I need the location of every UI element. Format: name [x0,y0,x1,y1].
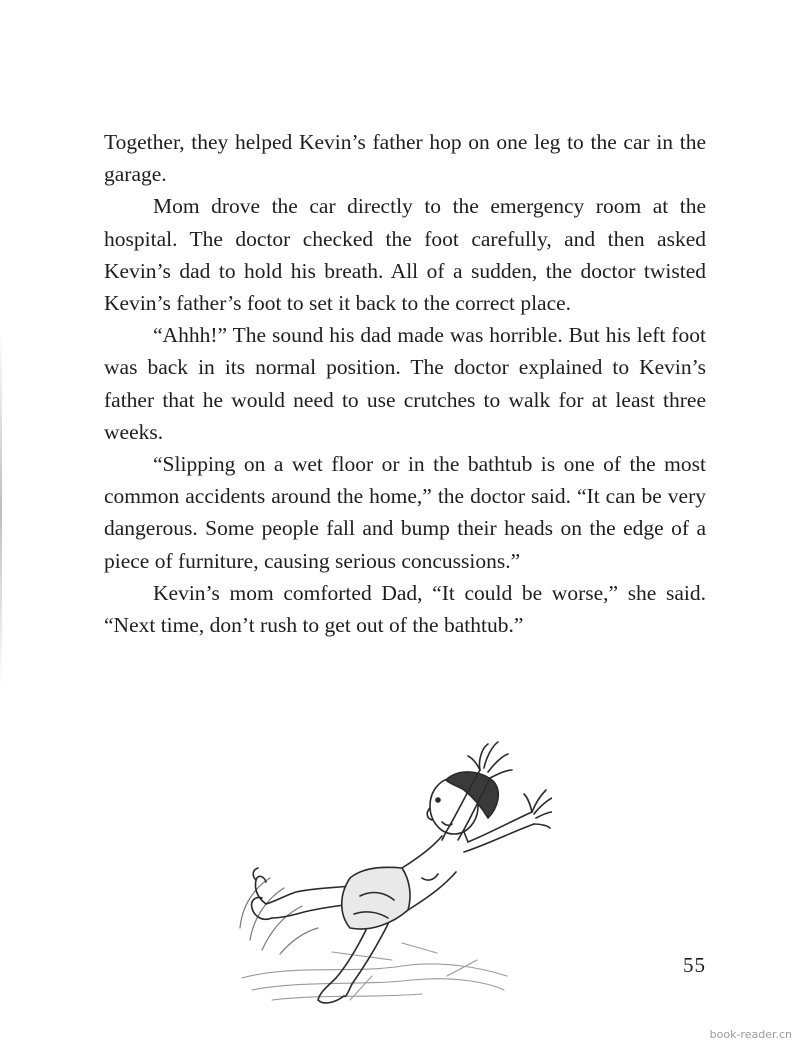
slipping-boy-illustration [232,728,552,1018]
paragraph-5: Kevin’s mom comforted Dad, “It could be worse,” she said. “Next time, don’t rush to get out of the bathtub.” [104,580,706,638]
watermark: book-reader.cn [709,1028,792,1041]
paragraph-1: Together, they helped Kevin’s father hop on one leg to the car in the garage. [104,130,706,187]
paragraph-2: Mom drove the car directly to the emergency room at the hospital. The doctor checked the foot carefully, and then asked Kevin’s dad to hold his breath. All of a sudden, the doctor twisted Kevin’s father’s foot to set it back to the correct place. [104,194,706,316]
paragraph-4: “Slipping on a wet floor or in the bathtub is one of the most common accidents around the home,” the doctor said. “It can be very dangerous. Some people fall and bump their heads on the edge of a piece of furniture, causing serious concussions.” [104,452,706,573]
paragraph-3: “Ahhh!” The sound his dad made was horrible. But his left foot was back in its normal position. The doctor explained to Kevin’s father that he would need to use crutches to walk for at least three weeks. [104,323,706,444]
page-edge-shadow [0,330,2,690]
page-number: 55 [683,953,706,977]
story-text [104,126,706,641]
